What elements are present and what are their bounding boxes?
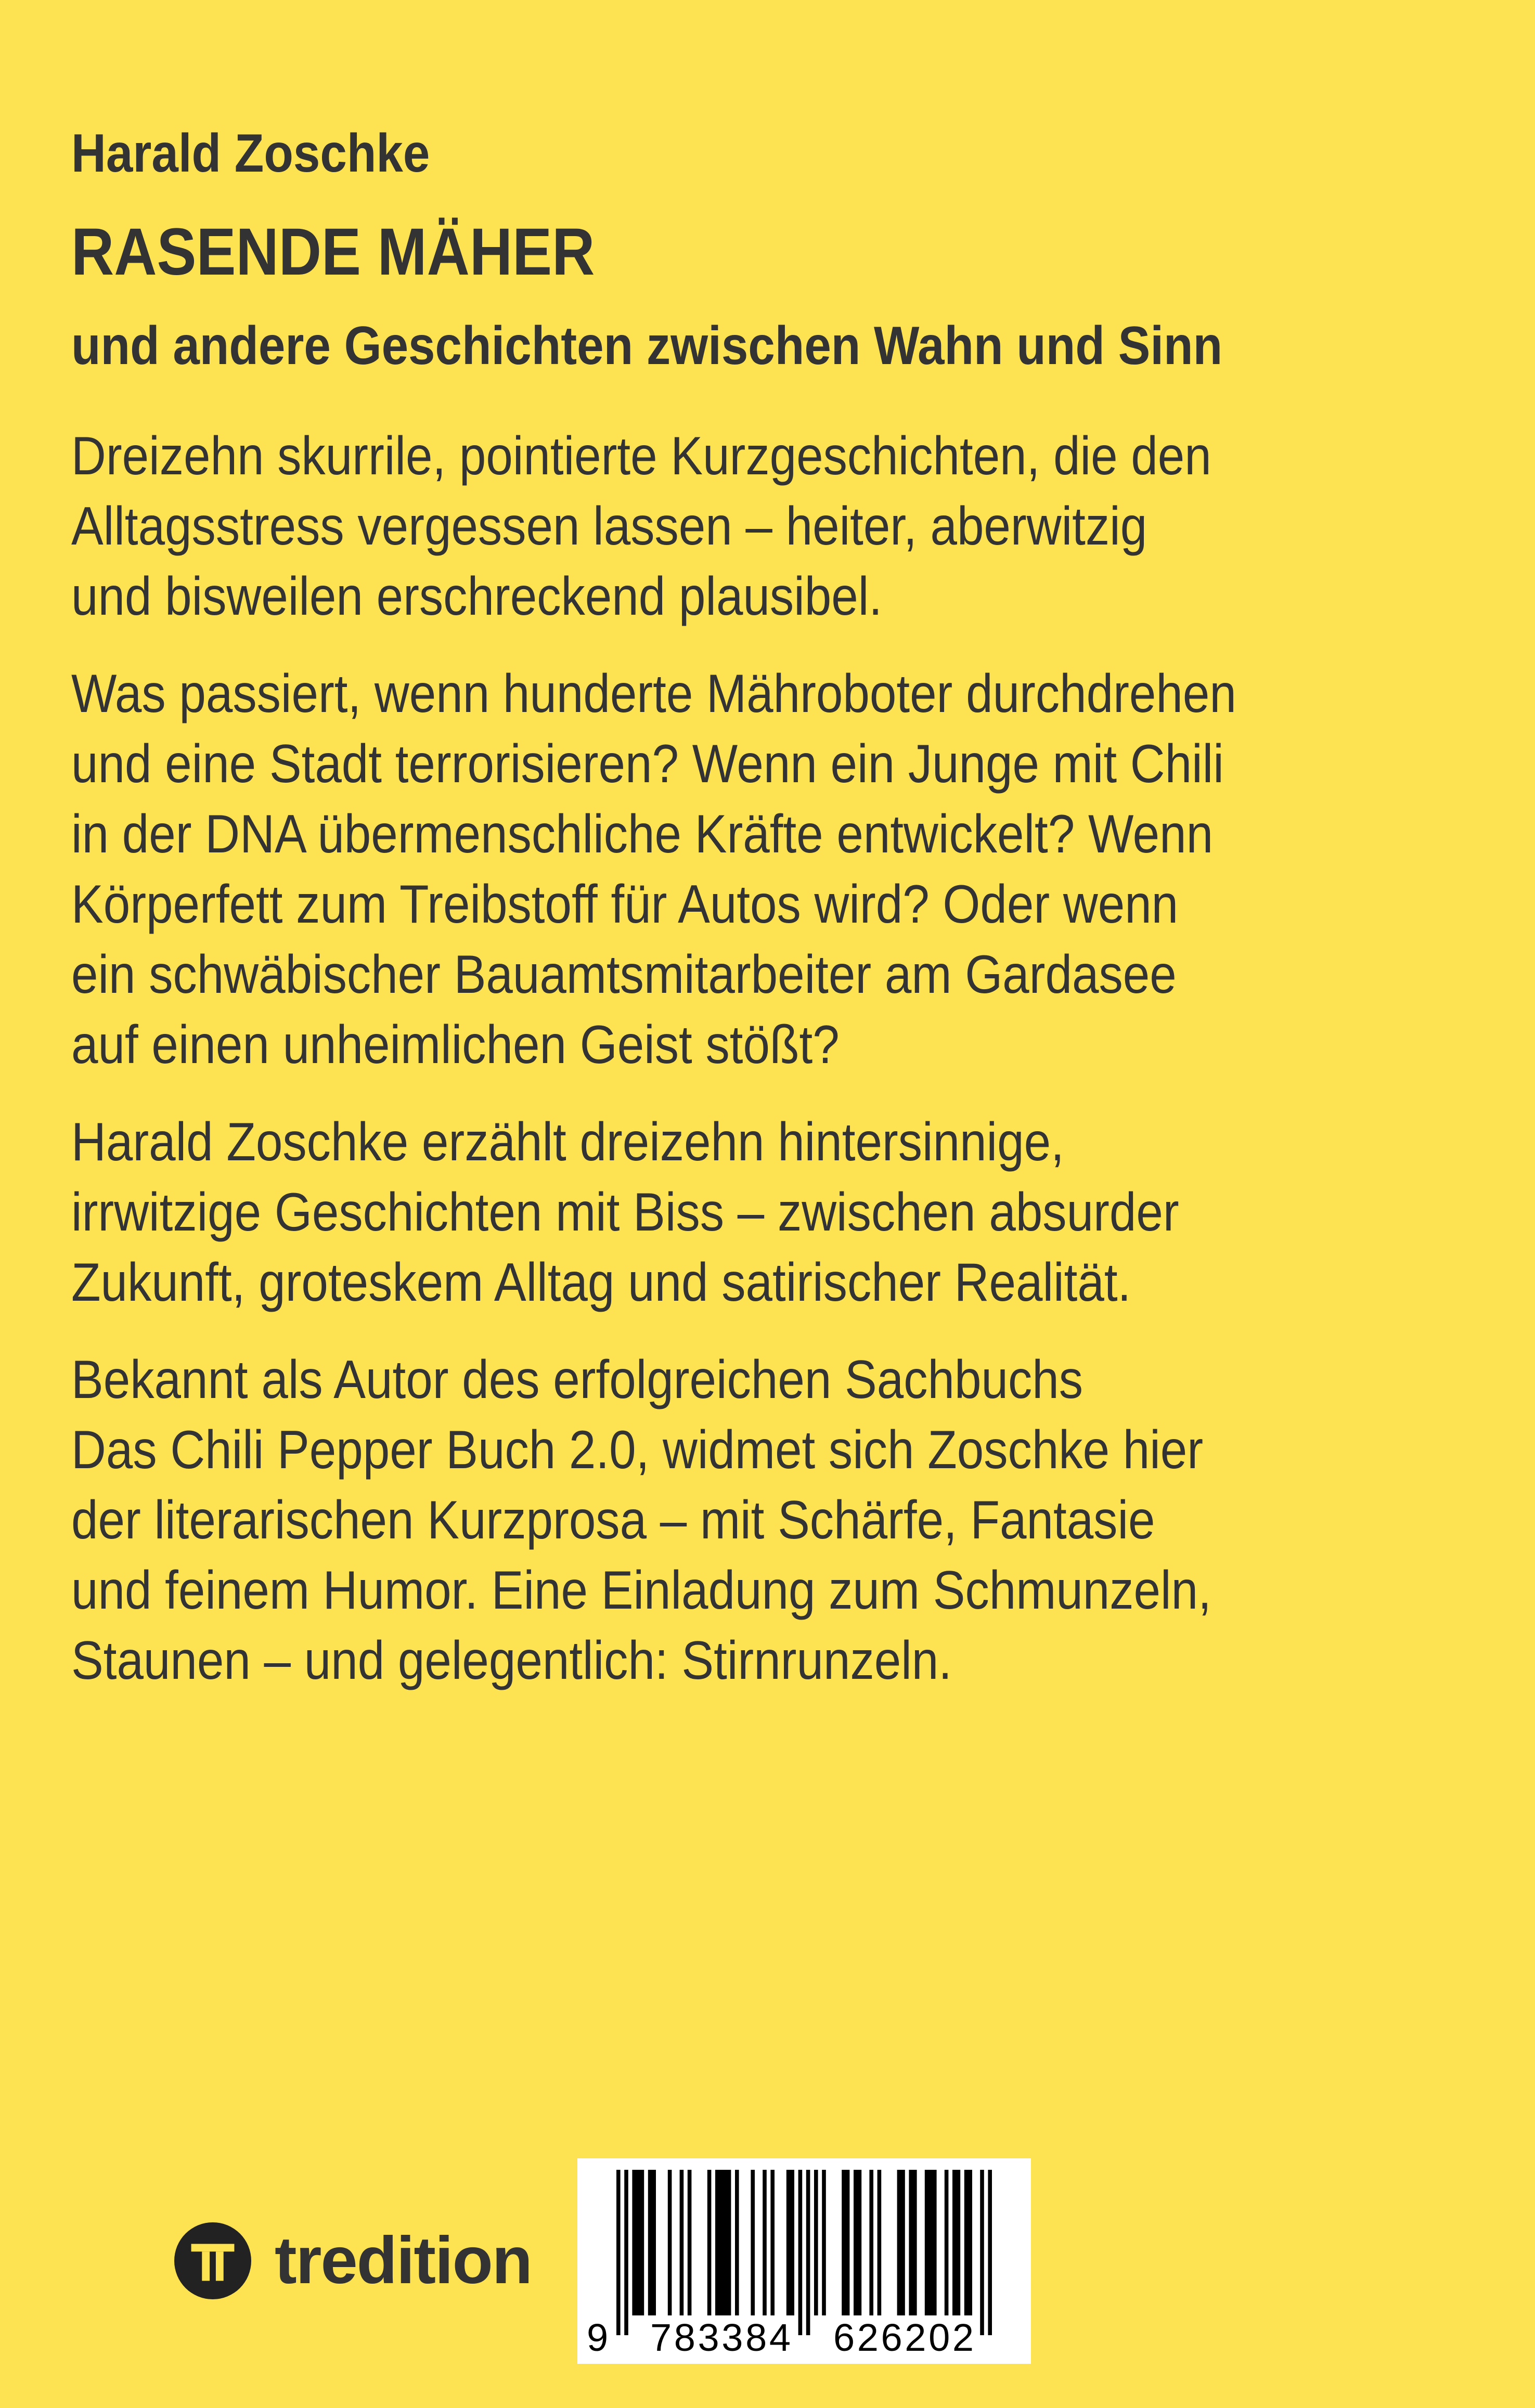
barcode-bar: [770, 2170, 775, 2315]
barcode-bar: [897, 2170, 905, 2315]
text-line: irrwitzige Geschichten mit Biss – zwischen absurder: [71, 1182, 1179, 1242]
barcode-bar: [964, 2170, 972, 2315]
barcode-bar: [925, 2170, 937, 2315]
text-line: ein schwäbischer Bauamtsmitarbeiter am Gardasee: [71, 944, 1177, 1005]
barcode-prefix-digit: 9: [587, 2316, 609, 2359]
barcode-bar: [680, 2170, 684, 2315]
back-cover-text: [71, 122, 1403, 1696]
text-line: auf einen unheimlichen Geist stößt?: [71, 1015, 840, 1075]
text-line: Harald Zoschke erzählt dreizehn hintersinnige,: [71, 1112, 1064, 1172]
text-line: in der DNA übermenschliche Kräfte entwickelt? Wenn: [71, 804, 1214, 864]
barcode-bar: [854, 2170, 861, 2315]
barcode-bar: [763, 2170, 767, 2315]
barcode-guard-bar: [980, 2170, 984, 2335]
barcode-bar: [688, 2170, 692, 2315]
barcode-bar: [751, 2170, 755, 2315]
barcode-bar: [735, 2170, 739, 2315]
barcode-bar: [707, 2170, 712, 2315]
text-line: und bisweilen erschreckend plausibel.: [71, 566, 883, 627]
barcode-left-digits: 783384: [650, 2316, 791, 2359]
barcode-graphic: [577, 2158, 1031, 2364]
text-line: Zukunft, groteskem Alltag und satirischer Realität.: [71, 1252, 1131, 1313]
blurb-paragraph-3: [71, 1107, 1256, 1318]
isbn-barcode: [577, 2158, 1031, 2364]
text-line: Staunen – und gelegentlich: Stirnrunzeln.: [71, 1630, 952, 1691]
text-line: Alltagsstress vergessen lassen – heiter, aberwitzig: [71, 496, 1147, 556]
barcode-guard-bar: [616, 2170, 621, 2335]
text-line: Das Chili Pepper Buch 2.0, widmet sich Zoschke hier: [71, 1420, 1204, 1480]
barcode-right-digits: 626202: [833, 2316, 974, 2359]
text-line: der literarischen Kurzprosa – mit Schärfe, Fantasie: [71, 1490, 1155, 1550]
barcode-bar: [869, 2170, 873, 2315]
barcode-bar: [668, 2170, 672, 2315]
barcode-bar: [786, 2170, 794, 2315]
barcode-guard-bar: [806, 2170, 810, 2335]
text-line: Bekannt als Autor des erfolgreichen Sachbuchs: [71, 1350, 1083, 1410]
barcode-bar: [878, 2170, 882, 2315]
text-line: und eine Stadt terrorisieren? Wenn ein Junge mit Chili: [71, 734, 1224, 794]
blurb-paragraph-2: [71, 659, 1256, 1080]
barcode-guard-bar: [988, 2170, 992, 2335]
blurb-paragraph-4: [71, 1345, 1256, 1696]
blurb-paragraph-1: [71, 421, 1256, 632]
author-name: Harald Zoschke: [71, 123, 430, 184]
barcode-bar: [632, 2170, 644, 2315]
text-line: Was passiert, wenn hunderte Mähroboter durchdrehen: [71, 664, 1236, 724]
barcode-guard-bar: [624, 2170, 628, 2335]
text-line: und feinem Humor. Eine Einladung zum Schmunzeln,: [71, 1560, 1211, 1621]
barcode-bar: [909, 2170, 917, 2315]
book-title: RASENDE MÄHER: [71, 215, 595, 289]
publisher-name: tredition: [275, 2223, 532, 2298]
publisher-logo: [174, 2222, 532, 2300]
barcode-bar: [814, 2170, 818, 2315]
barcode-bar: [842, 2170, 849, 2315]
text-line: Dreizehn skurrile, pointierte Kurzgeschichten, die den: [71, 426, 1211, 486]
barcode-bar: [945, 2170, 949, 2315]
book-subtitle: und andere Geschichten zwischen Wahn und Sinn: [71, 316, 1223, 376]
tredition-logo-icon: [174, 2222, 251, 2299]
text-line: Körperfett zum Treibstoff für Autos wird? Oder wenn: [71, 874, 1179, 935]
barcode-bar: [715, 2170, 731, 2315]
barcode-bar: [648, 2170, 656, 2315]
barcode-bar: [952, 2170, 960, 2315]
barcode-bar: [822, 2170, 826, 2315]
barcode-guard-bar: [798, 2170, 803, 2335]
